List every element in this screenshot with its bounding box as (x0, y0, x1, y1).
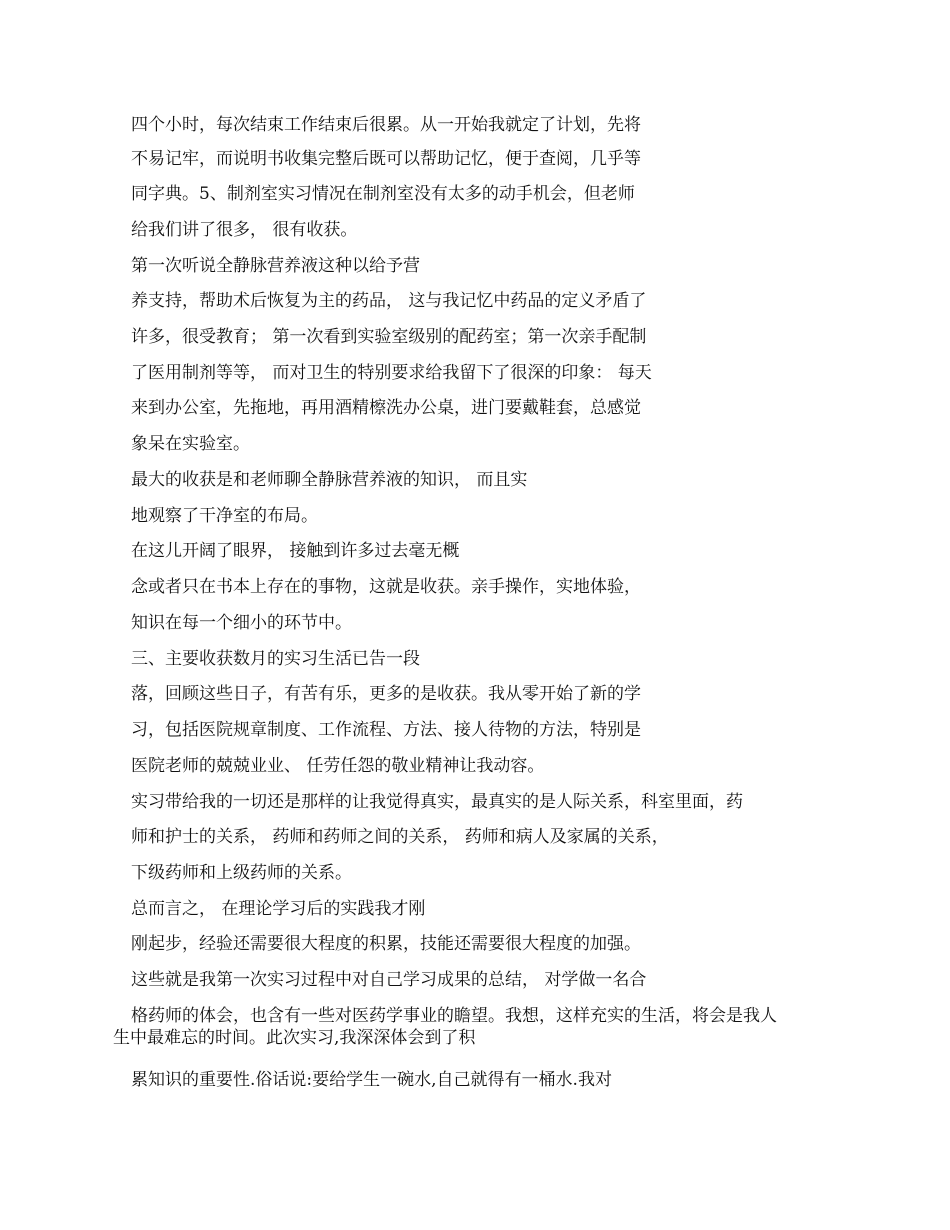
text-line: 师和护士的关系， 药师和药师之间的关系， 药师和病人及家属的关系， (131, 827, 669, 847)
text-line: 刚起步，经验还需要很大程度的积累，技能还需要很大程度的加强。 (131, 934, 641, 954)
text-line: 累知识的重要性.俗话说:要给学生一碗水,自己就得有一桶水.我对 (131, 1070, 612, 1090)
text-line: 养支持，帮助术后恢复为主的药品， 这与我记忆中药品的定义矛盾了 (131, 291, 647, 311)
text-line: 习，包括医院规章制度、工作流程、方法、接人待物的方法，特别是 (131, 720, 641, 740)
text-line: 落，回顾这些日子，有苦有乐，更多的是收获。我从零开始了新的学 (131, 684, 641, 704)
text-line: 同字典。5、制剂室实习情况在制剂室没有太多的动手机会，但老师 (131, 184, 635, 204)
text-line: 念或者只在书本上存在的事物，这就是收获。亲手操作，实地体验， (131, 577, 641, 597)
text-line: 实习带给我的一切还是那样的让我觉得真实，最真实的是人际关系，科室里面，药 (131, 792, 743, 812)
text-line: 四个小时，每次结束工作结束后很累。从一开始我就定了计划，先将 (131, 115, 641, 135)
text-line: 最大的收获是和老师聊全静脉营养液的知识， 而且实 (131, 470, 528, 490)
text-line: 生中最难忘的时间。此次实习,我深深体会到了积 (113, 1028, 476, 1048)
text-line: 第一次听说全静脉营养液这种以给予营 (131, 256, 420, 276)
text-line: 许多，很受教育； 第一次看到实验室级别的配药室；第一次亲手配制 (131, 327, 647, 347)
text-line: 三、主要收获数月的实习生活已告一段 (131, 649, 420, 669)
text-line: 下级药师和上级药师的关系。 (131, 863, 352, 883)
text-line: 来到办公室，先拖地，再用酒精檫洗办公桌，进门要戴鞋套，总感觉 (131, 398, 641, 418)
text-line: 总而言之， 在理论学习后的实践我才刚 (131, 899, 426, 919)
text-line: 知识在每一个细小的环节中。 (131, 613, 352, 633)
text-line: 了医用制剂等等， 而对卫生的特别要求给我留下了很深的印象： 每天 (131, 363, 652, 383)
text-line: 在这儿开阔了眼界， 接触到许多过去毫无概 (131, 541, 460, 561)
text-line: 不易记牢，而说明书收集完整后既可以帮助记忆，便于查阅，几乎等 (131, 149, 641, 169)
text-line: 地观察了干净室的布局。 (131, 506, 318, 526)
text-line: 格药师的体会，也含有一些对医药学事业的瞻望。我想，这样充实的生活，将会是我人 (131, 1006, 777, 1026)
text-line: 这些就是我第一次实习过程中对自己学习成果的总结， 对学做一名合 (131, 970, 647, 990)
text-line: 给我们讲了很多， 很有收获。 (131, 220, 358, 240)
text-line: 医院老师的兢兢业业、 任劳任怨的敬业精神让我动容。 (131, 756, 545, 776)
text-line: 象呆在实验室。 (131, 434, 250, 454)
